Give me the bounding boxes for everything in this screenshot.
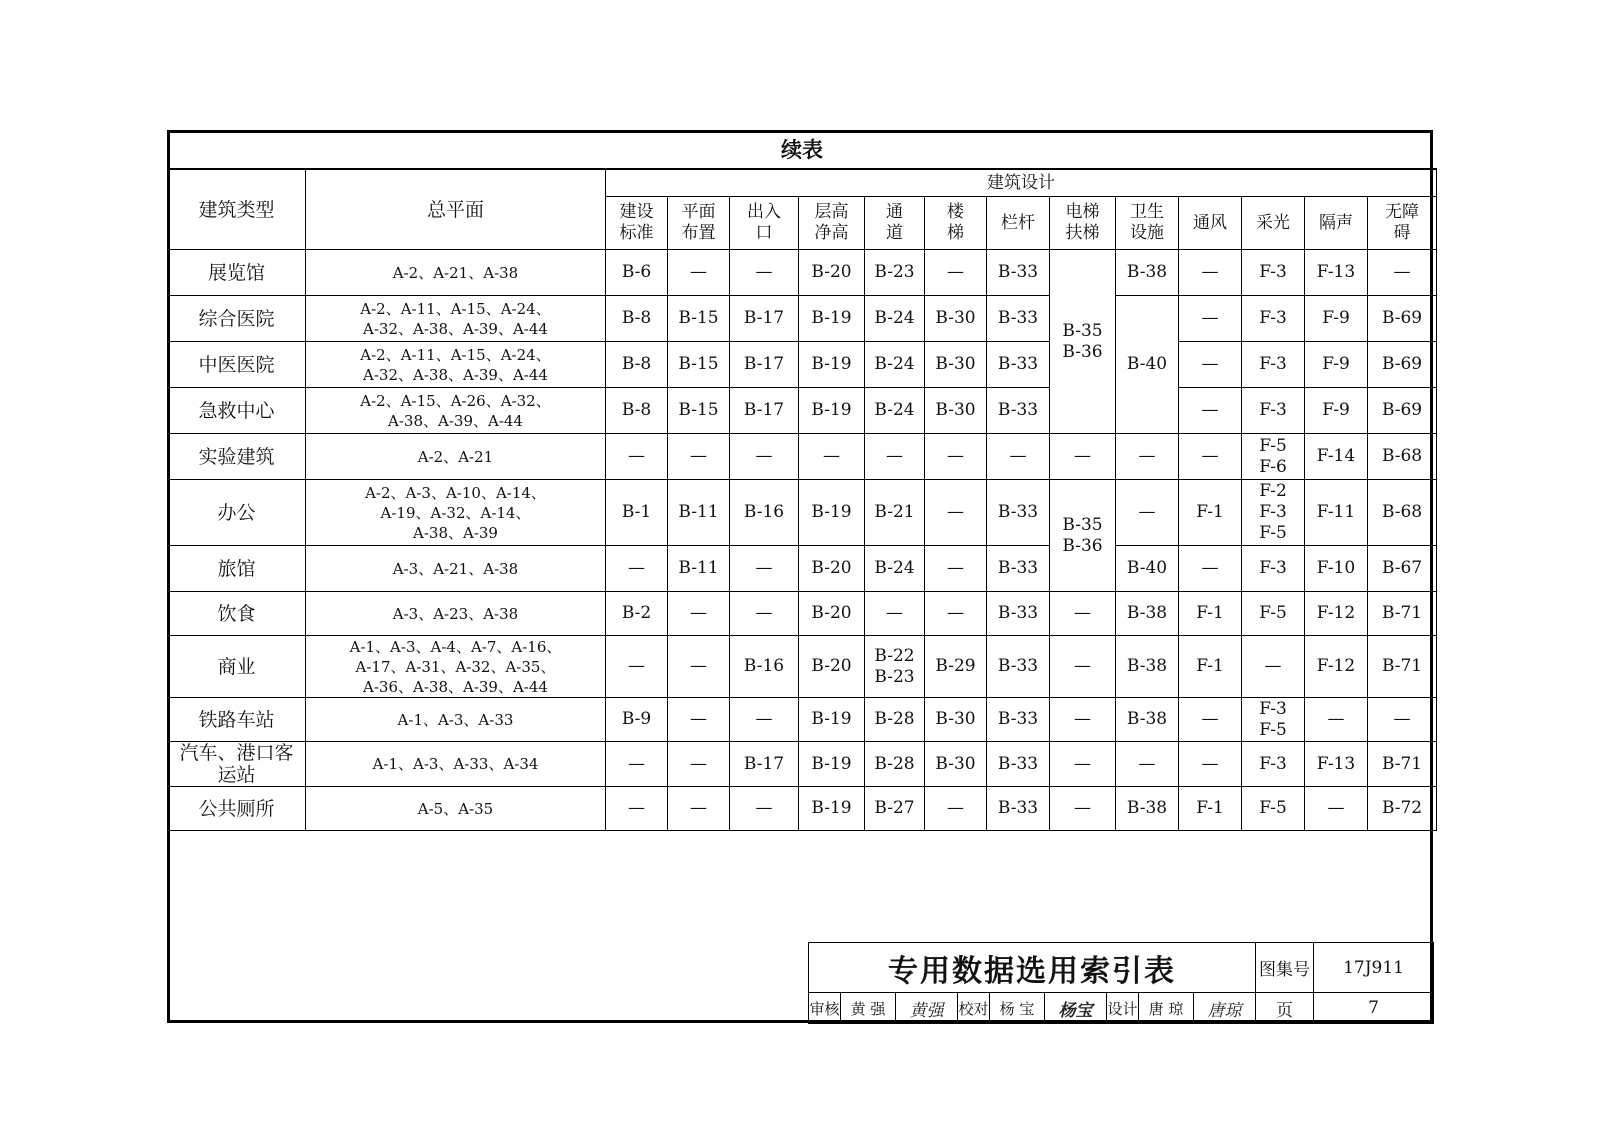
site-plan-cell: A-3、A-23、A-38 [306, 592, 606, 636]
index-cell: F-1 [1179, 636, 1242, 698]
index-cell: B-20 [799, 546, 865, 592]
index-cell: — [1368, 250, 1437, 296]
table-row [168, 342, 1437, 388]
index-cell: — [1179, 250, 1242, 296]
index-cell: B-19 [799, 698, 865, 742]
table-row [168, 787, 1437, 831]
index-cell: — [668, 592, 730, 636]
page-number: 7 [1314, 993, 1434, 1024]
site-plan-cell: A-1、A-3、A-4、A-7、A-16、 A-17、A-31、A-32、A-35、 A-36、A-38、A-39、A-44 [306, 636, 606, 698]
index-cell: — [1050, 742, 1116, 787]
index-cell: B-38 [1116, 592, 1179, 636]
index-cell: — [865, 434, 925, 480]
index-cell: F-3 [1242, 388, 1305, 434]
designer-signature: 唐琼 [1194, 993, 1256, 1024]
index-cell: B-24 [865, 296, 925, 342]
index-cell: B-2 [606, 592, 668, 636]
index-cell: B-38 [1116, 787, 1179, 831]
index-cell: B-24 [865, 546, 925, 592]
index-cell: — [606, 546, 668, 592]
index-cell: — [730, 698, 799, 742]
index-cell: B-68 [1368, 480, 1437, 546]
index-cell: F-12 [1305, 636, 1368, 698]
index-cell: B-67 [1368, 546, 1437, 592]
index-cell: — [799, 434, 865, 480]
index-cell: — [1116, 742, 1179, 787]
column-header: 无障 碍 [1368, 197, 1437, 250]
site-plan-cell: A-3、A-21、A-38 [306, 546, 606, 592]
index-cell: B-11 [668, 480, 730, 546]
index-cell: B-15 [668, 342, 730, 388]
index-cell: — [730, 546, 799, 592]
designer-name: 唐 琼 [1139, 993, 1194, 1024]
index-cell: F-3 [1242, 296, 1305, 342]
index-cell: — [1242, 636, 1305, 698]
index-cell: B-16 [730, 636, 799, 698]
check-label: 校对 [958, 993, 990, 1024]
table-row [168, 250, 1437, 296]
index-cell: — [1179, 742, 1242, 787]
index-cell: — [606, 636, 668, 698]
column-header: 楼 梯 [925, 197, 987, 250]
column-header: 建设 标准 [606, 197, 668, 250]
index-cell: B-22 B-23 [865, 636, 925, 698]
index-cell: B-17 [730, 296, 799, 342]
building-type-cell: 急救中心 [168, 388, 306, 434]
site-plan-cell: A-1、A-3、A-33 [306, 698, 606, 742]
index-cell: — [1179, 546, 1242, 592]
index-cell: B-33 [987, 698, 1050, 742]
index-cell: — [925, 480, 987, 546]
column-header: 平面 布置 [668, 197, 730, 250]
table-row [168, 636, 1437, 698]
index-cell: B-72 [1368, 787, 1437, 831]
index-cell: B-28 [865, 742, 925, 787]
atlas-number: 17J911 [1314, 943, 1434, 993]
building-type-cell: 旅馆 [168, 546, 306, 592]
index-cell: B-71 [1368, 636, 1437, 698]
index-cell: — [1116, 480, 1179, 546]
index-cell: F-1 [1179, 480, 1242, 546]
index-cell: B-38 [1116, 636, 1179, 698]
index-cell: B-30 [925, 742, 987, 787]
index-cell: B-29 [925, 636, 987, 698]
header-building-type: 建筑类型 [168, 169, 306, 250]
index-cell: — [668, 250, 730, 296]
table-row [168, 546, 1437, 592]
index-cell: F-5 [1242, 592, 1305, 636]
column-header: 电梯 扶梯 [1050, 197, 1116, 250]
index-cell: F-5 [1242, 787, 1305, 831]
index-cell: — [925, 546, 987, 592]
column-header: 采光 [1242, 197, 1305, 250]
index-cell: — [1116, 434, 1179, 480]
column-header: 通 道 [865, 197, 925, 250]
reviewer-signature: 黄强 [896, 993, 958, 1024]
index-cell: B-30 [925, 296, 987, 342]
building-type-cell: 办公 [168, 480, 306, 546]
index-cell: — [925, 787, 987, 831]
merged-cell: B-35 B-36 [1050, 250, 1116, 434]
index-cell: B-8 [606, 342, 668, 388]
index-cell: B-8 [606, 388, 668, 434]
index-cell: — [730, 434, 799, 480]
index-cell: B-28 [865, 698, 925, 742]
index-cell: B-40 [1116, 546, 1179, 592]
merged-cell: B-40 [1116, 296, 1179, 434]
index-cell: B-33 [987, 742, 1050, 787]
table-row [168, 388, 1437, 434]
index-cell: F-9 [1305, 342, 1368, 388]
index-cell: F-1 [1179, 592, 1242, 636]
index-cell: — [730, 592, 799, 636]
index-cell: B-17 [730, 342, 799, 388]
index-cell: — [668, 742, 730, 787]
index-cell: B-19 [799, 787, 865, 831]
building-type-cell: 中医医院 [168, 342, 306, 388]
index-cell: B-1 [606, 480, 668, 546]
checker-name: 杨 宝 [990, 993, 1045, 1024]
building-type-cell: 商业 [168, 636, 306, 698]
index-cell: — [865, 592, 925, 636]
index-cell: B-20 [799, 636, 865, 698]
index-cell: — [606, 787, 668, 831]
table-row [168, 742, 1437, 787]
index-cell: — [925, 250, 987, 296]
index-cell: — [668, 434, 730, 480]
index-cell: B-33 [987, 296, 1050, 342]
index-cell: F-13 [1305, 250, 1368, 296]
site-plan-cell: A-2、A-21 [306, 434, 606, 480]
index-cell: F-2 F-3 F-5 [1242, 480, 1305, 546]
index-cell: B-16 [730, 480, 799, 546]
site-plan-cell: A-1、A-3、A-33、A-34 [306, 742, 606, 787]
merged-cell: B-35 B-36 [1050, 480, 1116, 592]
index-cell: F-5 F-6 [1242, 434, 1305, 480]
index-cell: — [1050, 698, 1116, 742]
index-cell: B-15 [668, 388, 730, 434]
index-cell: B-24 [865, 342, 925, 388]
table-row [168, 296, 1437, 342]
index-cell: — [668, 636, 730, 698]
column-header: 卫生 设施 [1116, 197, 1179, 250]
index-table [167, 130, 1437, 831]
table-title: 续表 [168, 130, 1437, 169]
index-cell: — [1368, 698, 1437, 742]
index-cell: — [1050, 434, 1116, 480]
index-cell: F-11 [1305, 480, 1368, 546]
index-cell: B-24 [865, 388, 925, 434]
index-cell: — [1179, 698, 1242, 742]
building-type-cell: 铁路车站 [168, 698, 306, 742]
index-cell: B-30 [925, 388, 987, 434]
site-plan-cell: A-2、A-15、A-26、A-32、 A-38、A-39、A-44 [306, 388, 606, 434]
index-cell: — [1179, 342, 1242, 388]
index-cell: B-33 [987, 592, 1050, 636]
index-cell: B-69 [1368, 388, 1437, 434]
index-cell: B-19 [799, 296, 865, 342]
site-plan-cell: A-2、A-3、A-10、A-14、 A-19、A-32、A-14、 A-38、A-39 [306, 480, 606, 546]
index-cell: B-19 [799, 342, 865, 388]
index-cell: B-30 [925, 698, 987, 742]
index-cell: B-19 [799, 480, 865, 546]
reviewer-name: 黄 强 [841, 993, 896, 1024]
index-cell: B-33 [987, 342, 1050, 388]
index-cell: B-27 [865, 787, 925, 831]
table-row [168, 434, 1437, 480]
index-cell: B-21 [865, 480, 925, 546]
index-cell: F-3 [1242, 742, 1305, 787]
building-type-cell: 公共厕所 [168, 787, 306, 831]
column-header: 层高 净高 [799, 197, 865, 250]
index-cell: B-15 [668, 296, 730, 342]
building-type-cell: 汽车、港口客 运站 [168, 742, 306, 787]
index-cell: F-3 [1242, 546, 1305, 592]
index-cell: B-17 [730, 742, 799, 787]
index-cell: — [925, 434, 987, 480]
column-header: 隔声 [1305, 197, 1368, 250]
index-cell: F-1 [1179, 787, 1242, 831]
index-cell: B-19 [799, 742, 865, 787]
index-cell: B-33 [987, 787, 1050, 831]
title-block [808, 942, 1434, 1024]
index-cell: — [1179, 434, 1242, 480]
index-cell: B-71 [1368, 742, 1437, 787]
index-cell: B-11 [668, 546, 730, 592]
site-plan-cell: A-2、A-21、A-38 [306, 250, 606, 296]
index-cell: B-38 [1116, 698, 1179, 742]
design-label: 设计 [1107, 993, 1139, 1024]
site-plan-cell: A-2、A-11、A-15、A-24、 A-32、A-38、A-39、A-44 [306, 296, 606, 342]
index-cell: B-33 [987, 480, 1050, 546]
index-cell: B-33 [987, 388, 1050, 434]
index-cell: B-20 [799, 592, 865, 636]
site-plan-cell: A-2、A-11、A-15、A-24、 A-32、A-38、A-39、A-44 [306, 342, 606, 388]
index-cell: — [1179, 296, 1242, 342]
building-type-cell: 综合医院 [168, 296, 306, 342]
table-row [168, 480, 1437, 546]
index-cell: B-38 [1116, 250, 1179, 296]
column-header: 栏杆 [987, 197, 1050, 250]
index-cell: B-19 [799, 388, 865, 434]
building-type-cell: 展览馆 [168, 250, 306, 296]
index-cell: B-20 [799, 250, 865, 296]
checker-signature: 杨宝 [1045, 993, 1107, 1024]
header-site-plan: 总平面 [306, 169, 606, 250]
index-cell: — [1050, 636, 1116, 698]
index-cell: F-9 [1305, 388, 1368, 434]
index-cell: F-13 [1305, 742, 1368, 787]
index-cell: F-14 [1305, 434, 1368, 480]
index-cell: — [925, 592, 987, 636]
header-architectural-design: 建筑设计 [606, 169, 1437, 197]
page-label: 页 [1256, 993, 1314, 1024]
index-cell: B-33 [987, 546, 1050, 592]
drawing-title: 专用数据选用索引表 [809, 943, 1256, 993]
index-cell: — [668, 698, 730, 742]
index-cell: F-3 [1242, 342, 1305, 388]
index-cell: — [1050, 592, 1116, 636]
index-cell: — [730, 787, 799, 831]
index-cell: B-6 [606, 250, 668, 296]
review-label: 审核 [809, 993, 841, 1024]
index-cell: F-9 [1305, 296, 1368, 342]
index-cell: — [668, 787, 730, 831]
column-header: 出入 口 [730, 197, 799, 250]
index-cell: B-33 [987, 250, 1050, 296]
building-type-cell: 饮食 [168, 592, 306, 636]
index-cell: B-71 [1368, 592, 1437, 636]
index-cell: F-12 [1305, 592, 1368, 636]
building-type-cell: 实验建筑 [168, 434, 306, 480]
index-cell: — [1305, 787, 1368, 831]
index-cell: B-69 [1368, 342, 1437, 388]
index-cell: — [987, 434, 1050, 480]
index-cell: B-30 [925, 342, 987, 388]
site-plan-cell: A-5、A-35 [306, 787, 606, 831]
table-row [168, 592, 1437, 636]
index-cell: — [730, 250, 799, 296]
table-row [168, 698, 1437, 742]
index-cell: — [606, 742, 668, 787]
index-cell: B-17 [730, 388, 799, 434]
index-cell: F-3 F-5 [1242, 698, 1305, 742]
index-cell: — [1050, 787, 1116, 831]
index-cell: — [1305, 698, 1368, 742]
index-cell: B-69 [1368, 296, 1437, 342]
index-cell: B-68 [1368, 434, 1437, 480]
atlas-number-label: 图集号 [1256, 943, 1314, 993]
column-header: 通风 [1179, 197, 1242, 250]
index-cell: B-23 [865, 250, 925, 296]
index-cell: — [606, 434, 668, 480]
index-cell: F-10 [1305, 546, 1368, 592]
index-cell: B-33 [987, 636, 1050, 698]
index-cell: B-9 [606, 698, 668, 742]
index-cell: — [1179, 388, 1242, 434]
index-cell: B-8 [606, 296, 668, 342]
index-cell: F-3 [1242, 250, 1305, 296]
